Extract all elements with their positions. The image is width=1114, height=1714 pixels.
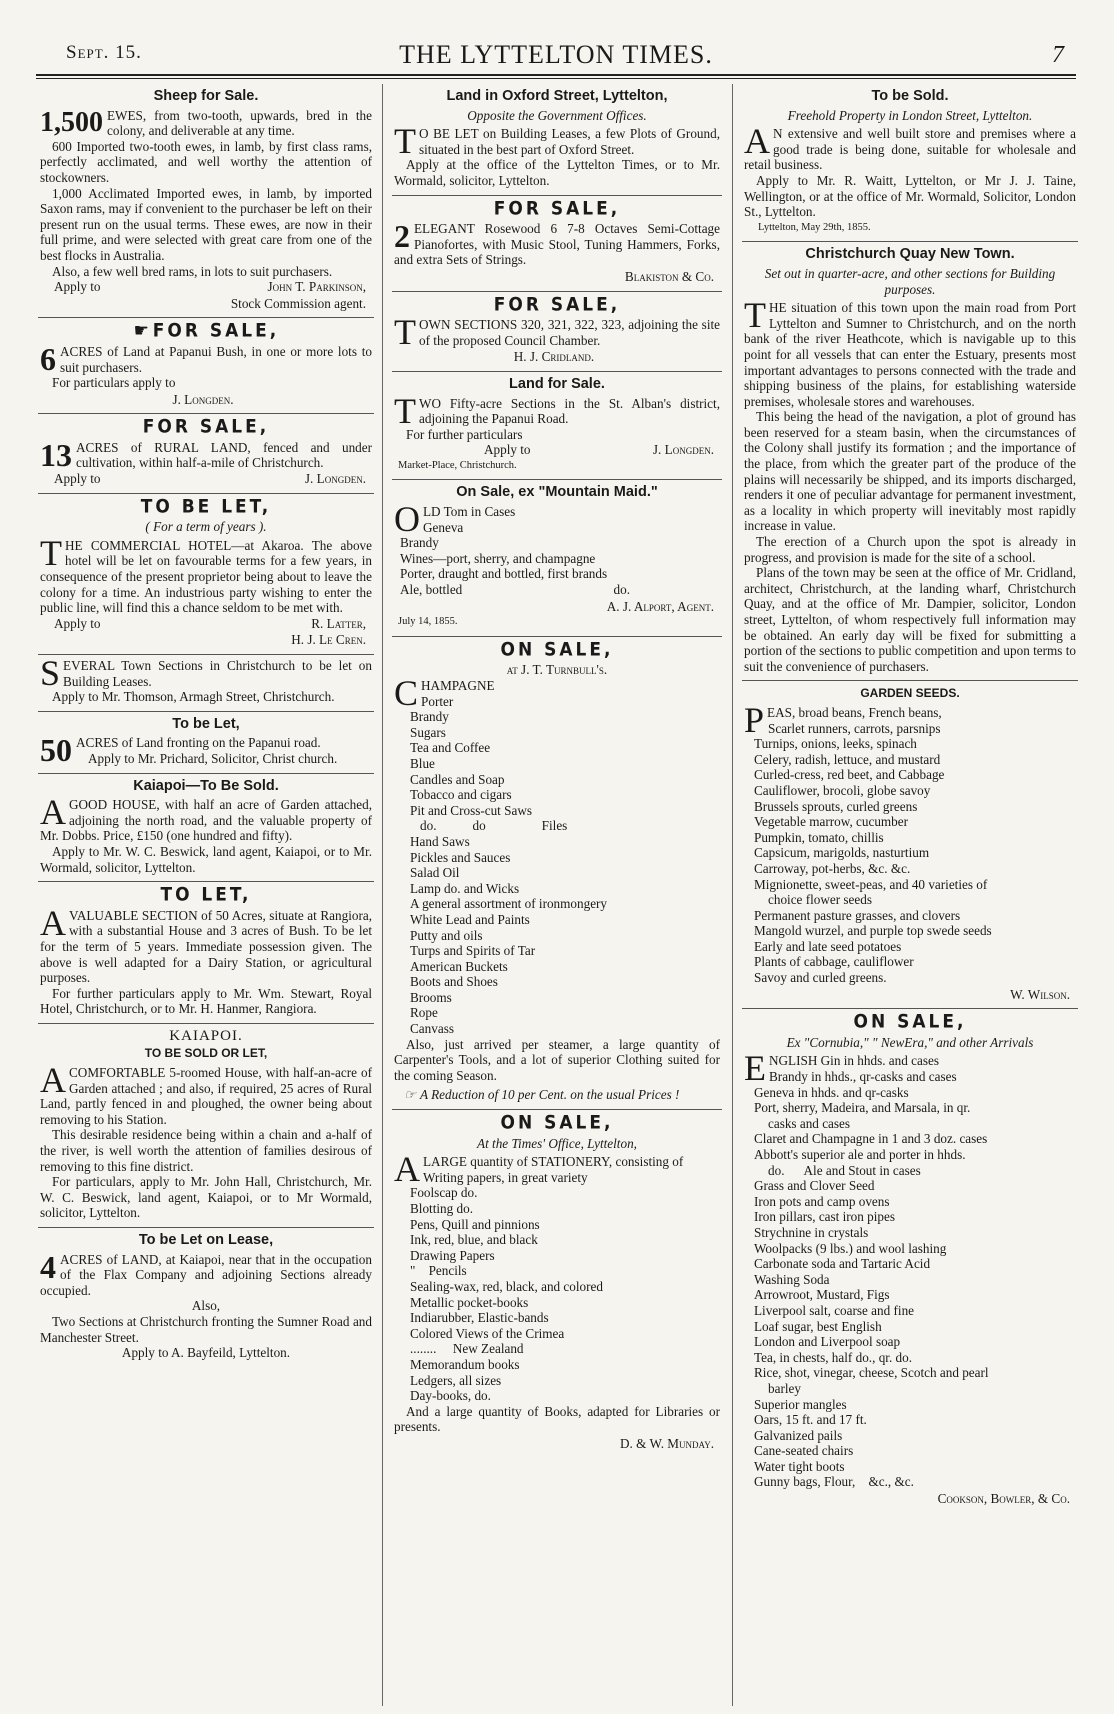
ad-paragraph: Apply at the office of the Lyttelton Times, or to Mr. Wormald, solicitor, Lyttelton. bbox=[394, 157, 720, 188]
list-item: Sugars bbox=[410, 724, 446, 740]
drop-cap: T bbox=[394, 121, 416, 162]
advertiser-signature: J. Longden. bbox=[652, 442, 714, 458]
ad-heading: Land for Sale. bbox=[509, 375, 605, 392]
list-item: Brussels sprouts, curled greens bbox=[754, 798, 918, 814]
ad-lead bbox=[744, 295, 1076, 409]
ad-text: O BE LET on Building Leases, a few Plots of Ground, situated in the best part of Oxford Street. bbox=[419, 126, 720, 157]
advertiser-signature: R. Latter, bbox=[311, 615, 366, 631]
ad-for-sale-13-acres bbox=[38, 414, 374, 493]
apply-line bbox=[484, 442, 714, 458]
list-item: Salad Oil bbox=[410, 865, 460, 881]
ad-heading: ON SALE, bbox=[500, 1111, 614, 1134]
list-item: White Lead and Paints bbox=[410, 911, 530, 927]
ad-paragraph: Plans of the town may be seen at the office of Mr. Cridland, architect, Christchurch, at the landing wharf, Christchurch Quay, and at the office of Mr. Dampier, solicitor, London street, Lyttelton, of whom respectively full information may be obtained. An early day will be fixed for submitting a portion of the sections to public competition and upon terms to suit the convenience of purchasers. bbox=[744, 565, 1076, 674]
lead-number: 50 bbox=[40, 732, 72, 769]
ad-to-be-let-on-lease bbox=[38, 1228, 374, 1367]
ad-subheading: Set out in quarter-acre, and other sections for Building purposes. bbox=[764, 265, 1056, 297]
ad-heading: To be Sold. bbox=[871, 88, 949, 104]
heading-text: FOR SALE, bbox=[152, 320, 280, 343]
list-item: Vegetable marrow, cucumber bbox=[754, 814, 909, 830]
ad-oxford-street bbox=[392, 84, 722, 196]
advertiser-signature: H. J. Cridland. bbox=[513, 349, 595, 365]
advertiser-signature: J. Longden. bbox=[304, 471, 366, 487]
list-item: Foolscap do. bbox=[410, 1185, 478, 1201]
list-item: Colored Views of the Crimea bbox=[410, 1325, 565, 1341]
pointing-hand-icon: ☞ bbox=[404, 1087, 416, 1103]
ad-paragraph: Two Sections at Christchurch fronting the Sumner Road and Manchester Street. bbox=[40, 1313, 372, 1345]
list-item: Geneva bbox=[423, 519, 464, 535]
ad-heading: FOR SALE, bbox=[142, 416, 270, 439]
list-item: Putty and oils bbox=[410, 927, 483, 943]
list-item: Brandy bbox=[410, 709, 449, 725]
apply-label: Apply to bbox=[54, 279, 101, 295]
drop-cap: T bbox=[744, 295, 766, 336]
list-item: Curled-cress, red beet, and Cabbage bbox=[754, 767, 945, 783]
ad-lead bbox=[40, 1060, 372, 1127]
list-item: Boots and Shoes bbox=[410, 974, 498, 990]
apply-line bbox=[54, 616, 366, 632]
ad-subheading: ( For a term of years ). bbox=[145, 519, 267, 535]
ad-paragraph: For particulars, apply to Mr. John Hall, Christchurch, Mr. W. C. Beswick, land agent, Kaiapoi, or to Mr Wormald, solicitor, Lyttelton. bbox=[40, 1174, 372, 1221]
advertiser-signature: H. J. Le Cren. bbox=[291, 632, 366, 648]
pointing-hand-icon: ☛ bbox=[133, 320, 152, 343]
ad-garden-seeds bbox=[742, 681, 1078, 1009]
column-divider bbox=[732, 84, 733, 1706]
ad-heading: Sheep for Sale. bbox=[153, 88, 259, 104]
list-item: Strychnine in crystals bbox=[754, 1224, 869, 1240]
drop-cap: A bbox=[40, 1060, 66, 1101]
list-item: Brandy bbox=[400, 535, 439, 551]
ad-lead bbox=[40, 792, 372, 844]
list-item: Carroway, pot-herbs, &c. &c. bbox=[754, 860, 911, 876]
ad-lead bbox=[744, 121, 1076, 173]
ad-subheading: Freehold Property in London Street, Lyttelton. bbox=[787, 107, 1033, 123]
advertiser-signature: A. J. Alport, Agent. bbox=[606, 598, 714, 614]
item-list bbox=[400, 519, 720, 598]
list-item: Arrowroot, Mustard, Figs bbox=[754, 1287, 890, 1303]
masthead bbox=[38, 36, 1074, 76]
ad-lead bbox=[394, 390, 720, 431]
apply-line bbox=[54, 279, 366, 295]
ad-subheading: Ex "Cornubia," " NewEra," and other Arrivals bbox=[786, 1034, 1034, 1050]
ditto-mark: do bbox=[472, 818, 486, 834]
list-item: Ink, red, blue, and black bbox=[410, 1232, 538, 1248]
ad-paragraph: Also, a few well bred rams, in lots to suit purchasers. bbox=[52, 263, 333, 279]
ad-lead bbox=[40, 532, 372, 616]
advertiser-signature: W. Wilson. bbox=[1010, 986, 1070, 1002]
ad-to-let-rangiora bbox=[38, 882, 374, 1024]
ad-heading: To be Let on Lease, bbox=[138, 1232, 274, 1248]
drop-cap: A bbox=[744, 121, 770, 162]
ad-stationery bbox=[392, 1110, 722, 1457]
ad-text: N extensive and well built store and premises where a good trade is being done, suitable for wholesale and retail business. bbox=[744, 126, 1076, 173]
newspaper-title: THE LYTTELTON TIMES. bbox=[399, 40, 713, 69]
list-item: Plants of cabbage, cauliflower bbox=[754, 954, 914, 970]
advertiser-signature: J. Longden. bbox=[172, 391, 234, 407]
ad-paragraph: 600 Imported two-tooth ewes, in lamb, by first class rams, perfectly acclimated, and well worthy the attention of stockowners. bbox=[40, 138, 372, 185]
list-item: ........ New Zealand bbox=[410, 1341, 524, 1357]
advertiser-name: John T. Parkinson, bbox=[267, 279, 366, 295]
drop-cap: T bbox=[394, 312, 416, 353]
ad-paragraph: For particulars apply to bbox=[52, 375, 176, 391]
column-1 bbox=[38, 84, 374, 1714]
reduction-note bbox=[394, 1087, 720, 1103]
list-item: Rice, shot, vinegar, cheese, Scotch and pearl bbox=[754, 1365, 989, 1381]
ad-several-sections bbox=[38, 655, 374, 712]
ad-text: ACRES of RURAL LAND, fenced and under cultivation, within half-a-mile of Christchurch. bbox=[76, 439, 372, 471]
list-item: Oars, 15 ft. and 17 ft. bbox=[754, 1412, 867, 1428]
ad-text: EWES, from two-tooth, upwards, bred in the colony, and deliverable at any time. bbox=[107, 107, 372, 139]
list-item: Writing papers, in great variety bbox=[423, 1169, 588, 1185]
item-name: Ale, bottled bbox=[400, 582, 463, 598]
ad-heading: Kaiapoi—To Be Sold. bbox=[133, 777, 279, 794]
ad-text: GOOD HOUSE, with half an acre of Garden attached, adjoining the north road, and the valuable property of Mr. Dobbs. Price, £150 (one hundred and fifty). bbox=[40, 797, 372, 844]
list-item: Iron pots and camp ovens bbox=[754, 1193, 890, 1209]
list-item: Day-books, do. bbox=[410, 1388, 491, 1404]
page-number: 7 bbox=[1052, 42, 1064, 68]
column-divider bbox=[382, 84, 383, 1706]
ad-subheading: at J. T. Turnbull's. bbox=[506, 662, 608, 678]
list-item: Scarlet runners, carrots, parsnips bbox=[768, 720, 941, 736]
address-line: Market-Place, Christchurch. bbox=[398, 459, 517, 471]
list-item: Liverpool salt, coarse and fine bbox=[754, 1302, 915, 1318]
issue-date: Sept. 15. bbox=[66, 42, 142, 63]
ad-text: COMFORTABLE 5-roomed House, with half-an-acre of Garden attached ; and also, if required, 25 acres of Rural Land, partly fenced in and ploughed, the owner being about removing to his Station. bbox=[40, 1065, 372, 1127]
apply-line bbox=[54, 471, 366, 487]
list-item: Cauliflower, brocoli, globe savoy bbox=[754, 782, 931, 798]
ad-paragraph: Apply to Mr. R. Waitt, Lyttelton, or Mr J. J. Taine, Wellington, or at the office of Mr. Wormald, Solicitor, London St., Lyttelton. bbox=[744, 172, 1076, 220]
advertiser-signature: Cookson, Bowler, & Co. bbox=[937, 1491, 1070, 1507]
ad-text: ACRES of Land fronting on the Papanui road. bbox=[76, 735, 321, 751]
ad-to-be-sold bbox=[742, 84, 1078, 242]
ad-for-sale-6-acres bbox=[38, 318, 374, 414]
list-item: Carbonate soda and Tartaric Acid bbox=[754, 1256, 931, 1272]
ad-date: Lyttelton, May 29th, 1855. bbox=[758, 221, 871, 233]
ad-heading: Land in Oxford Street, Lyttelton, bbox=[446, 88, 668, 104]
ad-heading: ON SALE, bbox=[853, 1011, 967, 1034]
ad-text: EVERAL Town Sections in Christchurch to be let on Building Leases. bbox=[63, 658, 372, 689]
drop-cap: E bbox=[744, 1048, 766, 1089]
ad-turnbull bbox=[392, 637, 722, 1110]
ad-paragraph: This being the head of the navigation, a plot of ground has been reserved for a steam basin, when the circumstances of the Colony shall justify its formation ; and the importance of the place, from which the greater part of the produce of the plains will necessarily be shipped, and its imports discharged, renders it one of peculiar advantage for permanent investment, as a locality in which property will inevitably most rapidly increase in value. bbox=[744, 409, 1076, 534]
ad-kaiapoi-to-be-sold bbox=[38, 774, 374, 883]
ad-christchurch-quay bbox=[742, 242, 1078, 681]
ad-heading: TO LET, bbox=[160, 884, 252, 907]
ad-heading: TO BE LET, bbox=[140, 495, 272, 518]
ad-paragraph: 1,000 Acclimated Imported ewes, in lamb, by imported Saxon rams, may if convenient to the purchaser be left on their present run on the usual terms. These ewes, are now in their full prime, and were selected with great care from one of the best flocks in Australia. bbox=[40, 185, 372, 263]
list-item: Ledgers, all sizes bbox=[410, 1372, 502, 1388]
list-item: A general assortment of ironmongery bbox=[410, 896, 608, 912]
apply-line: Apply to A. Bayfeild, Lyttelton. bbox=[121, 1345, 291, 1361]
drop-cap: T bbox=[394, 390, 416, 431]
list-item: Pit and Cross-cut Saws bbox=[410, 802, 532, 818]
ad-subheading: Opposite the Government Offices. bbox=[467, 107, 647, 123]
list-item: Indiarubber, Elastic-bands bbox=[410, 1310, 549, 1326]
item-list bbox=[754, 721, 1076, 986]
ad-heading: ON SALE, bbox=[500, 638, 614, 661]
drop-cap: P bbox=[744, 699, 765, 740]
list-item: Rope bbox=[410, 1005, 438, 1021]
list-item: Iron pillars, cast iron pipes bbox=[754, 1209, 895, 1225]
list-item: Canvass bbox=[410, 1021, 454, 1037]
list-item bbox=[400, 582, 630, 598]
list-item: Woolpacks (9 lbs.) and wool lashing bbox=[754, 1240, 947, 1256]
masthead-rule bbox=[36, 74, 1076, 76]
list-item: Mangold wurzel, and purple top swede seeds bbox=[754, 923, 992, 939]
ad-text: ACRES of Land at Papanui Bush, in one or more lots to suit purchasers. bbox=[60, 343, 372, 375]
list-item: Porter, draught and bottled, first brands bbox=[400, 566, 608, 582]
item-list bbox=[410, 1170, 720, 1404]
ad-heading: FOR SALE, bbox=[493, 197, 621, 220]
advertiser-signature: Blakiston & Co. bbox=[624, 268, 714, 284]
list-item: Loaf sugar, best English bbox=[754, 1318, 882, 1334]
list-item: Washing Soda bbox=[754, 1271, 830, 1287]
list-item: Lamp do. and Wicks bbox=[410, 880, 520, 896]
list-item: Celery, radish, lettuce, and mustard bbox=[754, 751, 941, 767]
list-item: Porter bbox=[421, 693, 454, 709]
list-item: Drawing Papers bbox=[410, 1247, 495, 1263]
ad-paragraph: This desirable residence being within a chain and a-half of the river, is well worth the attention of families desirous of removing to this fine district. bbox=[40, 1127, 372, 1174]
ad-lead bbox=[394, 218, 720, 268]
ad-subheading: TO BE SOLD OR LET, bbox=[144, 1046, 268, 1061]
ad-lead bbox=[394, 121, 720, 162]
list-item: Cane-seated chairs bbox=[754, 1443, 854, 1459]
ad-lead bbox=[40, 902, 372, 986]
ad-paragraph: For further particulars apply to Mr. Wm. Stewart, Royal Hotel, Christchurch, or to Mr. H. Hanmer, Rangiora. bbox=[40, 985, 372, 1017]
lead-number: 4 bbox=[40, 1248, 56, 1285]
ad-text: VALUABLE SECTION of 50 Acres, situate at Rangiora, with a substantial House and 3 acres of Bush. To be let for the term of 5 years. Immediate possession given. The above is well adapted for a Dairy Station, or agricultural purposes. bbox=[40, 907, 372, 986]
list-item: Capsicum, marigolds, nasturtium bbox=[754, 845, 930, 861]
ad-text: LARGE quantity of STATIONERY, consisting of bbox=[423, 1154, 684, 1170]
ad-heading: On Sale, ex "Mountain Maid." bbox=[456, 484, 658, 501]
drop-cap: C bbox=[394, 673, 419, 713]
list-item: Turnips, onions, leeks, spinach bbox=[754, 736, 917, 752]
list-item: casks and cases bbox=[768, 1115, 851, 1131]
lead-number: 2 bbox=[394, 218, 410, 255]
list-item: Pickles and Sauces bbox=[410, 849, 511, 865]
ad-text: HE COMMERCIAL HOTEL—at Akaroa. The above hotel will be let on favourable terms for a few years, in consequence of the present proprietor being about to leave the colony for a time. An industrious party wishing to enter the public line, will find this a chance seldom to be met with. bbox=[40, 537, 372, 616]
ad-paragraph: And a large quantity of Books, adapted for Libraries or presents. bbox=[394, 1403, 720, 1435]
ad-lead bbox=[394, 312, 720, 353]
drop-cap: O bbox=[394, 499, 420, 540]
ad-land-for-sale bbox=[392, 372, 722, 481]
ad-text: ACRES of LAND, at Kaiapoi, near that in the occupation of the Flax Company and adjoining Sections already occupied. bbox=[40, 1251, 372, 1298]
lead-number: 6 bbox=[40, 340, 56, 377]
apply-label: Apply to bbox=[54, 471, 101, 487]
lead-number: 1,500 bbox=[40, 106, 103, 138]
list-item: Superior mangles bbox=[754, 1396, 847, 1412]
ditto-mark: do. bbox=[420, 818, 437, 834]
apply-label: Apply to bbox=[54, 615, 101, 631]
list-item: Brooms bbox=[410, 989, 452, 1005]
list-item: Blotting do. bbox=[410, 1201, 474, 1216]
list-item: Permanent pasture grasses, and clovers bbox=[754, 907, 961, 923]
ad-heading bbox=[40, 320, 372, 343]
list-item: Early and late seed potatoes bbox=[754, 938, 902, 954]
ad-heading: Christchurch Quay New Town. bbox=[805, 246, 1015, 263]
ad-paragraph: Apply to Mr. Thomson, Armagh Street, Christchurch. bbox=[52, 689, 335, 705]
item-list bbox=[410, 694, 720, 1037]
ad-text: EAS, broad beans, French beans, bbox=[767, 704, 942, 720]
ad-lead bbox=[40, 436, 372, 473]
list-item: Brandy in hhds., qr-casks and cases bbox=[769, 1069, 957, 1085]
list-item: Turps and Spirits of Tar bbox=[410, 943, 536, 959]
ad-subheading: At the Times' Office, Lyttelton, bbox=[477, 1135, 637, 1151]
list-item: choice flower seeds bbox=[768, 892, 872, 908]
ad-to-be-let-50-acres bbox=[38, 712, 374, 774]
apply-label: Apply to bbox=[484, 442, 531, 458]
item-list bbox=[754, 1069, 1076, 1490]
ad-date: July 14, 1855. bbox=[398, 616, 458, 628]
masthead-rule-thin bbox=[36, 78, 1076, 79]
list-item: Memorandum books bbox=[410, 1356, 520, 1372]
drop-cap: T bbox=[40, 532, 62, 573]
ad-text: LD Tom in Cases bbox=[423, 504, 516, 520]
list-item: Claret and Champagne in 1 and 3 doz. cases bbox=[754, 1131, 988, 1147]
list-item: Port, sherry, Madeira, and Marsala, in qr. bbox=[754, 1100, 971, 1116]
list-item: Grass and Clover Seed bbox=[754, 1178, 875, 1194]
ad-text: WO Fifty-acre Sections in the St. Alban's district, adjoining the Papanui Road. bbox=[419, 395, 720, 427]
list-item: Tea, in chests, half do., qr. do. bbox=[754, 1349, 913, 1365]
ad-text: OWN SECTIONS 320, 321, 322, 323, adjoining the site of the proposed Council Chamber. bbox=[419, 317, 720, 348]
drop-cap: A bbox=[394, 1149, 420, 1190]
list-item: Mignionette, sweet-peas, and 40 varieties of bbox=[754, 876, 988, 892]
ad-heading: KAIAPOI. bbox=[169, 1027, 243, 1044]
column-3 bbox=[742, 84, 1078, 1714]
ad-lead bbox=[40, 653, 372, 693]
list-item: do. Ale and Stout in cases bbox=[768, 1162, 921, 1178]
ad-text: HE situation of this town upon the main road from Port Lyttelton and Sumner to Christchurch, and on the north bank of the river Heathcote, which is navigable up to this point for all vessels that can enter the Estuary, presents most important advantages to persons connected with the trade and shipping business of the plains, for establishing waterside premises, wholesale stores and warehouses. bbox=[744, 300, 1076, 409]
list-item: Gunny bags, Flour, &c., &c. bbox=[754, 1474, 914, 1490]
ad-town-sections bbox=[392, 292, 722, 372]
advertiser-signature: D. & W. Munday. bbox=[620, 1435, 714, 1451]
ad-text: ELEGANT Rosewood 6 7-8 Octaves Semi-Cottage Pianofortes, with Music Stool, Tuning Hammers, Forks, and extra Sets of Strings. bbox=[394, 221, 720, 268]
ad-pianofortes bbox=[392, 196, 722, 292]
item-name: Files bbox=[541, 818, 568, 834]
ad-text: HAMPAGNE bbox=[421, 678, 495, 693]
list-item: Tea and Coffee bbox=[410, 740, 491, 756]
lead-number: 13 bbox=[40, 436, 72, 473]
ad-mountain-maid bbox=[392, 480, 722, 636]
ad-lead bbox=[40, 1248, 372, 1299]
ad-lead bbox=[40, 108, 372, 139]
list-item: Sealing-wax, red, black, and colored bbox=[410, 1278, 603, 1294]
note-text: A Reduction of 10 per Cent. on the usual Prices ! bbox=[420, 1087, 680, 1103]
list-item: Galvanized pails bbox=[754, 1427, 843, 1443]
list-item: London and Liverpool soap bbox=[754, 1334, 901, 1350]
drop-cap: A bbox=[40, 792, 66, 833]
also-line: Also, bbox=[191, 1298, 221, 1314]
advertiser-title: Stock Commission agent. bbox=[230, 295, 366, 311]
list-item: Tobacco and cigars bbox=[410, 787, 512, 803]
list-item: Pens, Quill and pinnions bbox=[410, 1216, 540, 1232]
ad-other-arrivals bbox=[742, 1009, 1078, 1512]
ad-sheep-for-sale bbox=[38, 84, 374, 318]
ad-paragraph: The erection of a Church upon the spot is already in progress, and provision is made for the site of a school. bbox=[744, 534, 1076, 565]
list-item: Savoy and curled greens. bbox=[754, 970, 887, 986]
list-item: Water tight boots bbox=[754, 1458, 845, 1474]
list-item: Candles and Soap bbox=[410, 771, 505, 787]
ad-heading: FOR SALE, bbox=[493, 293, 621, 316]
ad-paragraph: Also, just arrived per steamer, a large quantity of Carpenter's Tools, and a lot of superior Clothing suited for the coming Season. bbox=[394, 1036, 720, 1083]
ditto-mark: do. bbox=[613, 582, 630, 598]
list-item: Blue bbox=[410, 755, 435, 771]
ad-paragraph: Apply to Mr. Prichard, Solicitor, Christ church. bbox=[88, 750, 338, 766]
drop-cap: A bbox=[40, 902, 66, 943]
list-item: Geneva in hhds. and qr-casks bbox=[754, 1084, 909, 1100]
ad-kaiapoi-house bbox=[38, 1024, 374, 1228]
ad-paragraph: Apply to Mr. W. C. Beswick, land agent, Kaiapoi, or to Mr. Wormald, solicitor, Lyttelton. bbox=[40, 843, 372, 875]
list-item: Metallic pocket-books bbox=[410, 1294, 529, 1310]
ad-commercial-hotel bbox=[38, 494, 374, 655]
ad-heading: To be Let, bbox=[172, 715, 240, 732]
list-item: Abbott's superior ale and porter in hhds. bbox=[754, 1147, 966, 1162]
list-item: barley bbox=[768, 1380, 801, 1396]
ad-heading: GARDEN SEEDS. bbox=[860, 686, 960, 701]
ad-text: NGLISH Gin in hhds. and cases bbox=[769, 1053, 939, 1069]
list-item: Pumpkin, tomato, chillis bbox=[754, 829, 884, 845]
list-item: American Buckets bbox=[410, 958, 508, 974]
list-item: " Pencils bbox=[410, 1263, 467, 1279]
list-item bbox=[410, 818, 720, 834]
ad-lead bbox=[40, 340, 372, 377]
drop-cap: S bbox=[40, 653, 61, 693]
column-2 bbox=[392, 84, 722, 1714]
list-item: Wines—port, sherry, and champagne bbox=[400, 550, 596, 566]
ad-paragraph: For further particulars bbox=[406, 426, 523, 442]
list-item: Hand Saws bbox=[410, 833, 470, 849]
